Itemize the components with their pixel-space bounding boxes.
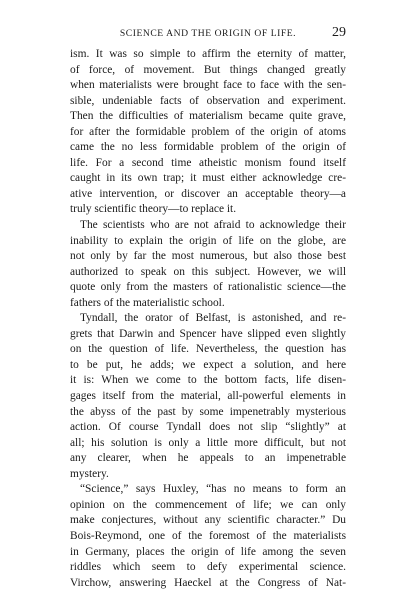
text-line: in Germany, places the origin of life among the seven	[70, 545, 346, 558]
text-line: riddles which seem to defy experimental science.	[70, 561, 346, 574]
text-line: any clearer, when he appeals to an impenetrable	[70, 452, 346, 465]
text-line: of force, of movement. But things changed greatly	[70, 63, 346, 76]
text-line: ism. It was so simple to affirm the eternity of matter,	[70, 48, 346, 60]
text-line: to be put, he adds; we expect a solution, and here	[70, 358, 346, 371]
text-line: authorized to speak on this subject. However, we will	[70, 265, 346, 278]
text-line: inability to explain the origin of life on the globe, are	[70, 234, 346, 247]
text-line: gages itself from the material, all-powerful elements in	[70, 390, 346, 403]
text-line: not only by far the most numerous, but also those best	[70, 250, 346, 263]
text-line: “Science,” says Huxley, “has no means to form an	[80, 483, 346, 496]
text-line: ative intervention, or discover an acceptable theory—a	[70, 187, 346, 200]
text-line: Tyndall, the orator of Belfast, is astonished, and re-	[80, 312, 346, 325]
text-line: caught in its own trap; it must either acknowledge cre-	[70, 172, 346, 185]
text-line: when materialists were brought face to face with the sen-	[70, 79, 346, 92]
text-line: for after the formidable problem of the origin of atoms	[70, 125, 346, 138]
text-line: mystery.	[70, 467, 109, 480]
text-line: sible, undeniable facts of observation and experiment.	[70, 94, 346, 107]
text-line: truly scientific theory—to replace it.	[70, 203, 237, 216]
text-line: life. For a second time atheistic monism found itself	[70, 156, 346, 169]
page-number: 29	[332, 25, 346, 40]
text-line: came the no less formidable problem of the origin of	[70, 141, 346, 154]
text-line: Virchow, answering Haeckel at the Congress of Nat-	[70, 576, 346, 589]
text-line: quote only from the masters of rationalistic science—the	[70, 281, 346, 294]
text-line: Then the difficulties of materialism became quite grave,	[70, 110, 346, 123]
text-line: The scientists who are not afraid to acknowledge their	[80, 219, 346, 232]
text-line: make conjectures, without any scientific character.” Du	[70, 514, 346, 527]
text-line: opinion on the commencement of life; we can only	[70, 498, 346, 511]
running-title: SCIENCE AND THE ORIGIN OF LIFE.	[119, 28, 297, 39]
text-line: on the question of life. Nevertheless, the question has	[70, 343, 346, 356]
text-line: fathers of the materialistic school.	[70, 296, 225, 309]
text-line: action. Of course Tyndall does not slip “slightly” at	[70, 421, 346, 434]
text-line: grets that Darwin and Spencer have slipped even slightly	[70, 327, 346, 340]
text-line: it is: When we come to the bottom facts, life disen-	[70, 374, 346, 387]
body-text	[70, 47, 346, 591]
text-line: all; his solution is only a little more difficult, but not	[70, 436, 346, 449]
text-line: Bois-Reymond, one of the foremost of the materialists	[70, 529, 346, 542]
text-line: the abyss of the past by some impenetrably mysterious	[70, 405, 346, 418]
